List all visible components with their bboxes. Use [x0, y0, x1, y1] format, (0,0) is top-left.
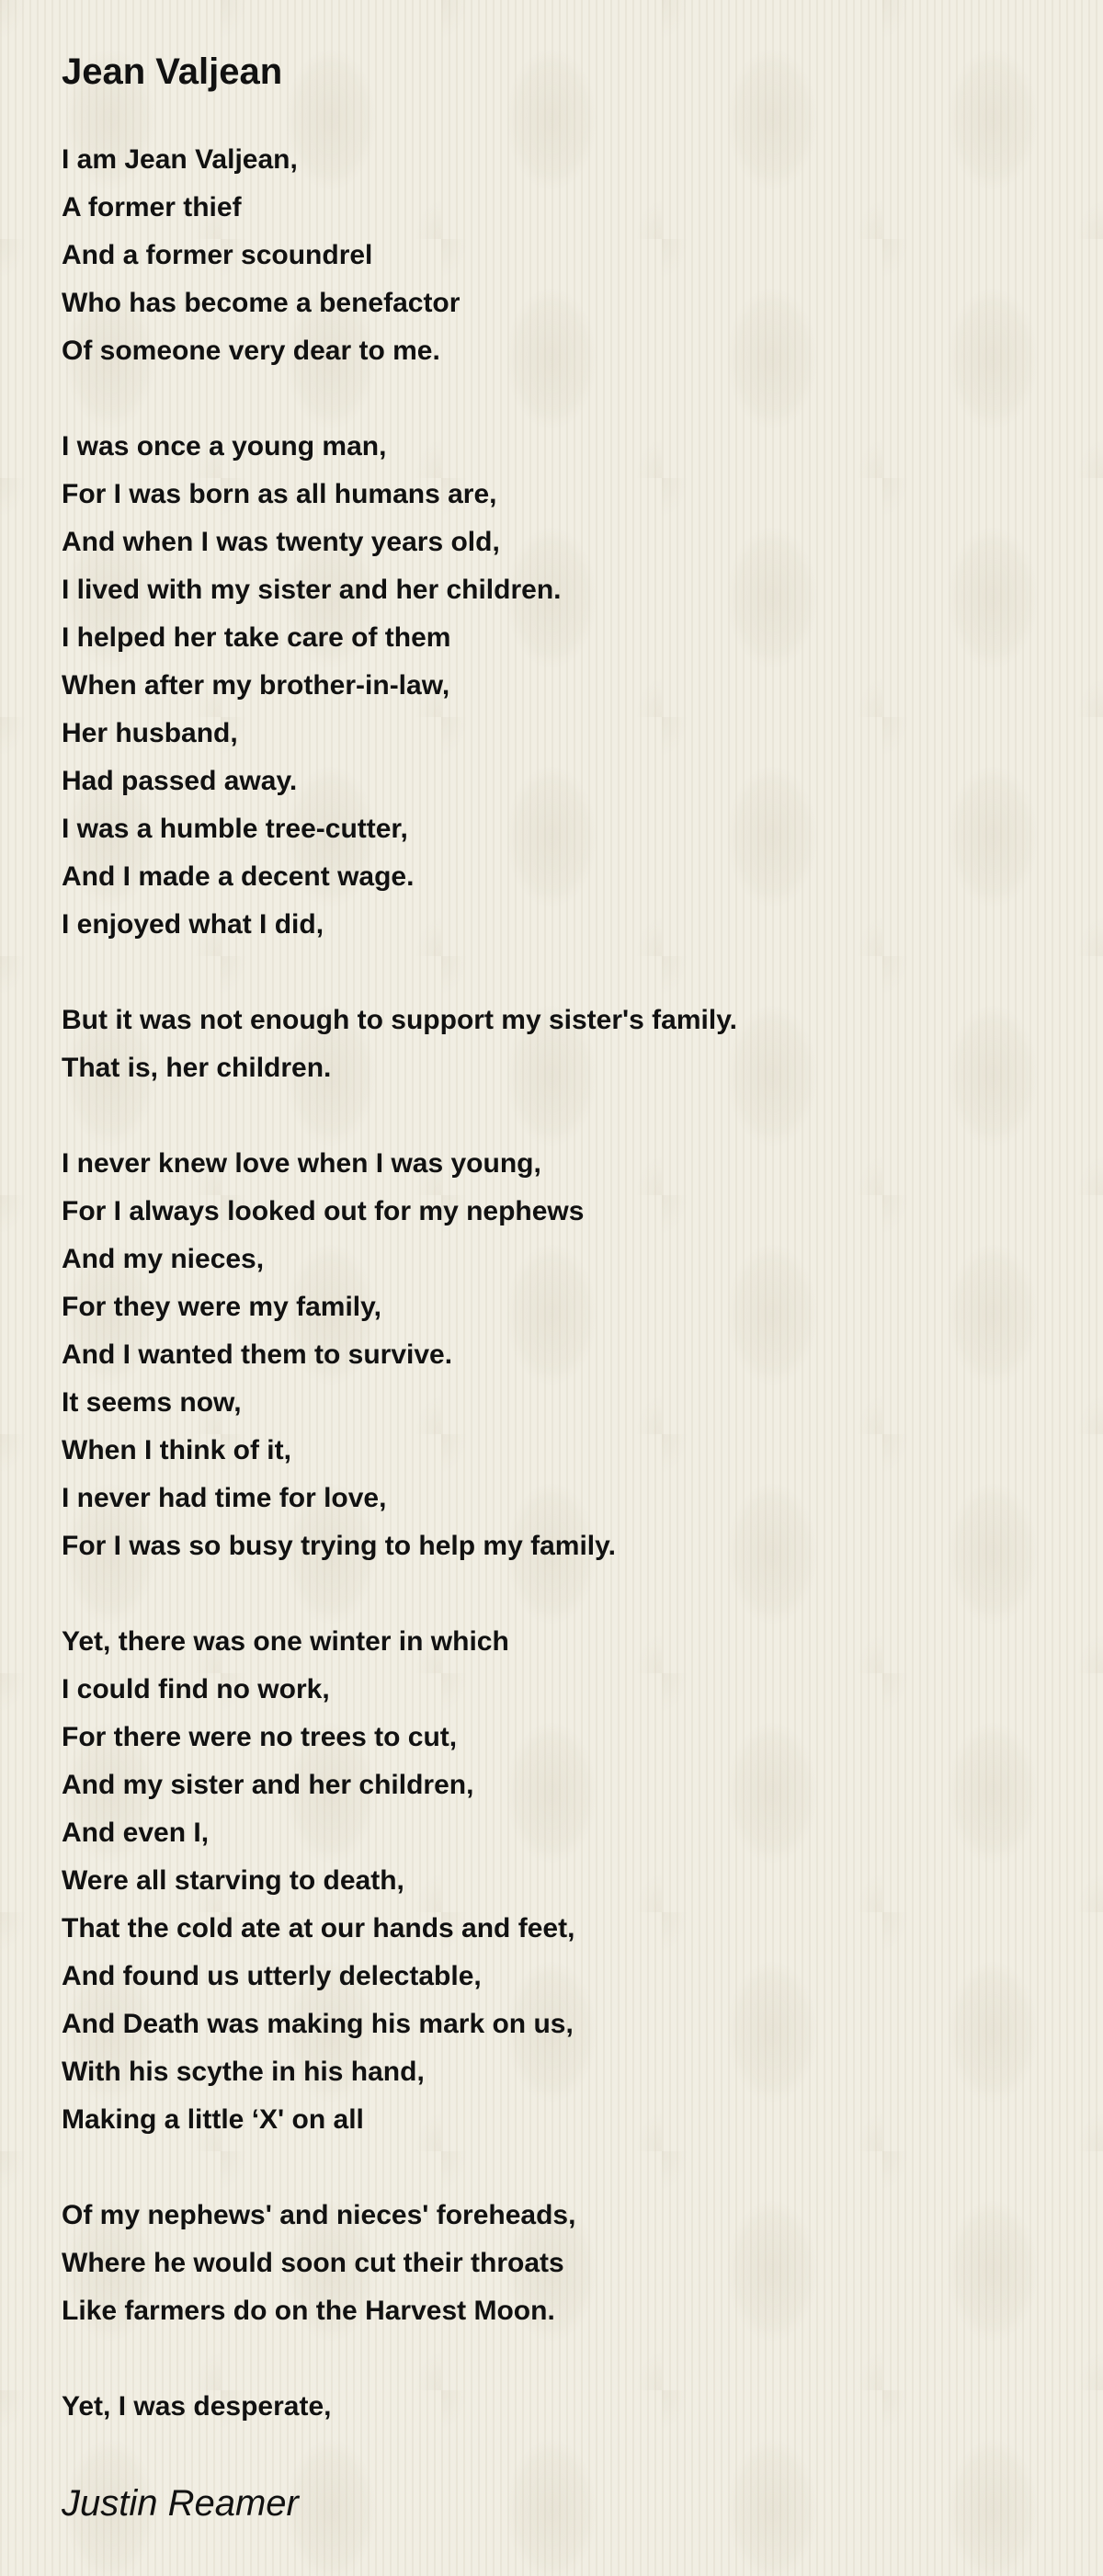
poem-line: When after my brother-in-law, — [62, 670, 450, 701]
poem-line: I helped her take care of them — [62, 622, 451, 653]
poem-body — [62, 136, 1103, 2431]
poem-line: And my nieces, — [62, 1244, 265, 1274]
poem-line: I am Jean Valjean, — [62, 144, 298, 175]
poem-line: Who has become a benefactor — [62, 288, 461, 318]
stanza-break — [62, 2144, 1103, 2192]
poem-line: Yet, I was desperate, — [62, 2391, 332, 2422]
poem-line: I could find no work, — [62, 1674, 330, 1704]
poem-author: Justin Reamer — [62, 2483, 299, 2524]
poem-line: And my sister and her children, — [62, 1770, 474, 1800]
poem-line: I was a humble tree-cutter, — [62, 814, 408, 844]
poem-line: And found us utterly delectable, — [62, 1961, 482, 1991]
stanza-break — [62, 949, 1103, 997]
poem-line: And when I was twenty years old, — [62, 527, 500, 557]
poem-line: And Death was making his mark on us, — [62, 2009, 574, 2039]
poem-line: For they were my family, — [62, 1292, 381, 1322]
poem-line: With his scythe in his hand, — [62, 2057, 425, 2087]
poem-line: And I wanted them to survive. — [62, 1339, 453, 1370]
poem-line: And even I, — [62, 1818, 210, 1848]
poem-line: A former thief — [62, 192, 242, 222]
poem-line: And I made a decent wage. — [62, 861, 415, 892]
poem-line: For I was born as all humans are, — [62, 479, 497, 509]
poem-line: That the cold ate at our hands and feet, — [62, 1913, 575, 1943]
poem-line: And a former scoundrel — [62, 240, 373, 270]
poem-line: Her husband, — [62, 718, 238, 748]
poem-line: But it was not enough to support my sister's family. — [62, 1005, 737, 1035]
poem-line: Making a little ‘X' on all — [62, 2104, 364, 2135]
poem-line: Yet, there was one winter in which — [62, 1626, 509, 1657]
poem-line: Were all starving to death, — [62, 1865, 404, 1896]
poem-line: Of my nephews' and nieces' foreheads, — [62, 2200, 576, 2230]
poem-line: I was once a young man, — [62, 431, 387, 462]
poem-line: Had passed away. — [62, 766, 298, 796]
poem-line: It seems now, — [62, 1387, 242, 1418]
poem-line: I never knew love when I was young, — [62, 1148, 541, 1179]
poem-line: That is, her children. — [62, 1053, 332, 1083]
poem-line: Like farmers do on the Harvest Moon. — [62, 2296, 555, 2326]
poem-line: For I was so busy trying to help my family. — [62, 1531, 616, 1561]
poem-line: When I think of it, — [62, 1435, 291, 1465]
poem-line: Of someone very dear to me. — [62, 336, 440, 366]
stanza-break — [62, 2335, 1103, 2383]
poem-line: For I always looked out for my nephews — [62, 1196, 585, 1226]
stanza-break — [62, 1092, 1103, 1140]
poem-line: I lived with my sister and her children. — [62, 575, 562, 605]
poem-line: I enjoyed what I did, — [62, 909, 324, 940]
poem-line: I never had time for love, — [62, 1483, 387, 1513]
poem-title: Jean Valjean — [62, 51, 283, 92]
poem-line: Where he would soon cut their throats — [62, 2248, 564, 2278]
poem-line: For there were no trees to cut, — [62, 1722, 458, 1752]
stanza-break — [62, 375, 1103, 423]
stanza-break — [62, 1570, 1103, 1618]
